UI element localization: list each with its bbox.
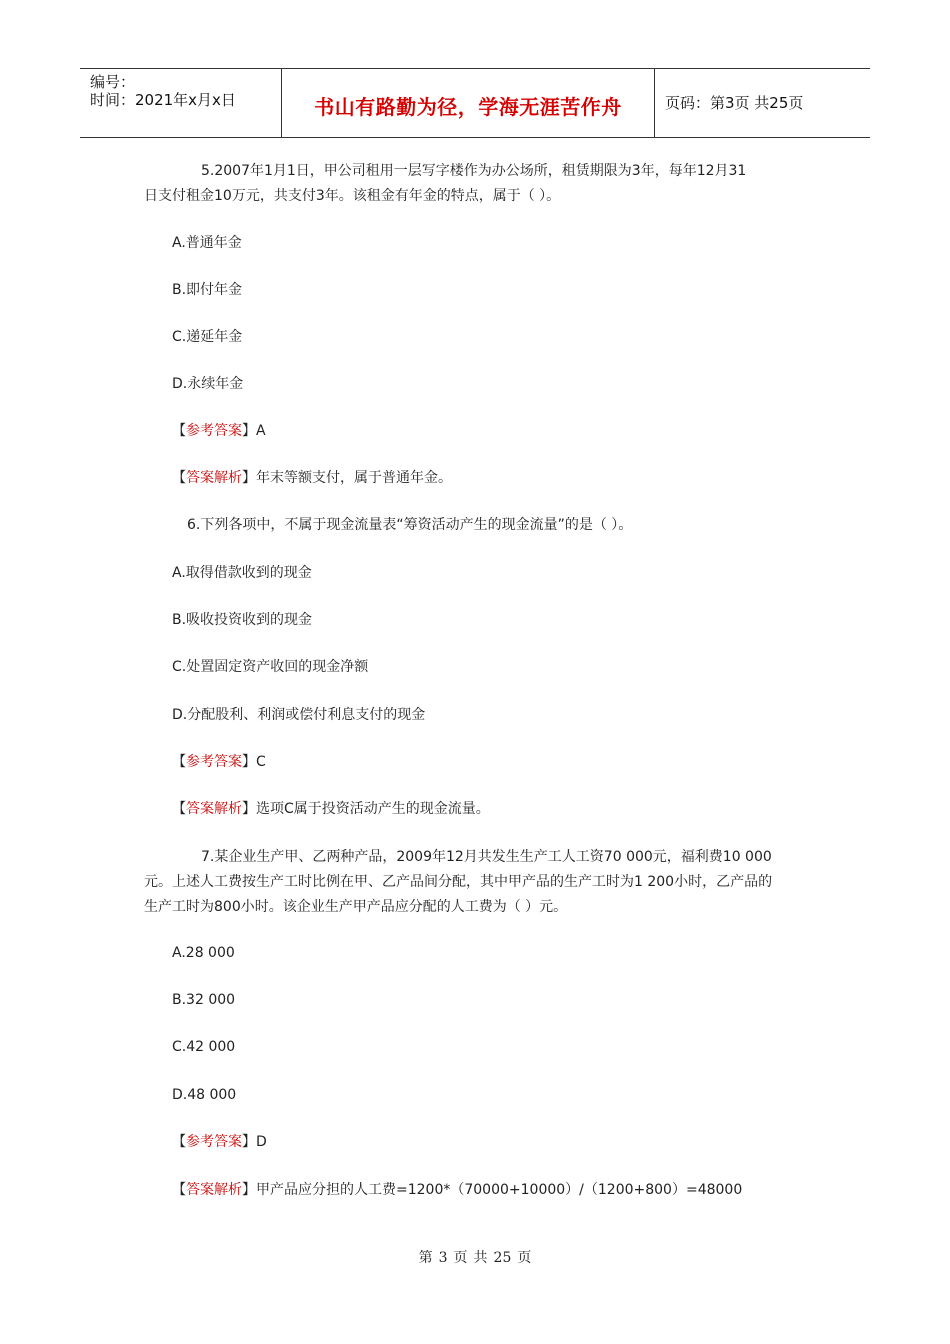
option-b: B.即付年金 bbox=[172, 282, 243, 298]
question-stem-line: 生产工时为800小时。该企业生产甲产品应分配的人工费为（ ）元。 bbox=[144, 899, 568, 915]
option-c: C.递延年金 bbox=[172, 329, 243, 345]
footer-ye: 页 bbox=[517, 1250, 532, 1266]
question-stem-line: 元。上述人工费按生产工时比例在甲、乙产品间分配，其中甲产品的生产工时为1 200小时，乙产品的 bbox=[144, 874, 773, 890]
answer-tag: 参考答案 bbox=[186, 423, 242, 439]
header-motto-cell bbox=[282, 69, 655, 137]
option-d: D.48 000 bbox=[172, 1087, 237, 1103]
reference-answer: 【参考答案】A bbox=[172, 423, 266, 439]
answer-tag: 参考答案 bbox=[186, 754, 242, 770]
answer-analysis: 【答案解析】甲产品应分担的人工费=1200*（70000+10000）/（1200+800）=48000 bbox=[172, 1182, 743, 1198]
document-date-label: 时间：2021年x月x日 bbox=[90, 91, 236, 109]
footer-total-pages: 25 bbox=[493, 1250, 512, 1266]
option-c: C.42 000 bbox=[172, 1039, 236, 1055]
question-stem-line: 7.某企业生产甲、乙两种产品，2009年12月共发生生产工人工资70 000元，福利费10 000 bbox=[201, 849, 772, 865]
question-stem-line: 日支付租金10万元，共支付3年。该租金有年金的特点，属于（ ）。 bbox=[144, 188, 561, 204]
document-number-label: 编号： bbox=[90, 73, 136, 91]
page-footer bbox=[0, 1247, 950, 1267]
question-stem-line: 5.2007年1月1日，甲公司租用一层写字楼作为办公场所，租赁期限为3年，每年12月31 bbox=[201, 163, 747, 179]
question-stem-line: 6.下列各项中，不属于现金流量表“筹资活动产生的现金流量”的是（ ）。 bbox=[187, 517, 633, 533]
answer-analysis: 【答案解析】年末等额支付，属于普通年金。 bbox=[172, 470, 452, 486]
reference-answer: 【参考答案】C bbox=[172, 754, 266, 770]
analysis-tag: 答案解析 bbox=[186, 1182, 242, 1198]
option-a: A.取得借款收到的现金 bbox=[172, 565, 312, 581]
analysis-text: 年末等额支付，属于普通年金。 bbox=[256, 470, 452, 486]
option-b: B.32 000 bbox=[172, 992, 236, 1008]
analysis-text: 选项C属于投资活动产生的现金流量。 bbox=[256, 801, 490, 817]
footer-ye: 页 bbox=[453, 1250, 468, 1266]
header-page-number: 页码：第3页 共25页 bbox=[665, 94, 804, 112]
answer-value: D bbox=[256, 1134, 267, 1150]
answer-analysis: 【答案解析】选项C属于投资活动产生的现金流量。 bbox=[172, 801, 490, 817]
analysis-tag: 答案解析 bbox=[186, 470, 242, 486]
option-b: B.吸收投资收到的现金 bbox=[172, 612, 313, 628]
analysis-text: 甲产品应分担的人工费=1200*（70000+10000）/（1200+800）=48000 bbox=[256, 1182, 743, 1198]
header-page-cell bbox=[655, 69, 870, 137]
header-info-cell bbox=[80, 69, 282, 137]
option-a: A.普通年金 bbox=[172, 235, 242, 251]
analysis-tag: 答案解析 bbox=[186, 801, 242, 817]
footer-gong: 共 bbox=[473, 1250, 488, 1266]
option-a: A.28 000 bbox=[172, 945, 235, 961]
option-d: D.分配股利、利润或偿付利息支付的现金 bbox=[172, 707, 426, 723]
reference-answer: 【参考答案】D bbox=[172, 1134, 267, 1150]
answer-value: C bbox=[256, 754, 266, 770]
option-d: D.永续年金 bbox=[172, 376, 244, 392]
footer-di: 第 bbox=[418, 1250, 433, 1266]
answer-value: A bbox=[256, 423, 266, 439]
answer-tag: 参考答案 bbox=[186, 1134, 242, 1150]
header-motto: 书山有路勤为径，学海无涯苦作舟 bbox=[314, 95, 622, 119]
footer-page-number: 3 bbox=[438, 1250, 448, 1266]
option-c: C.处置固定资产收回的现金净额 bbox=[172, 659, 369, 675]
page-header bbox=[80, 68, 870, 138]
